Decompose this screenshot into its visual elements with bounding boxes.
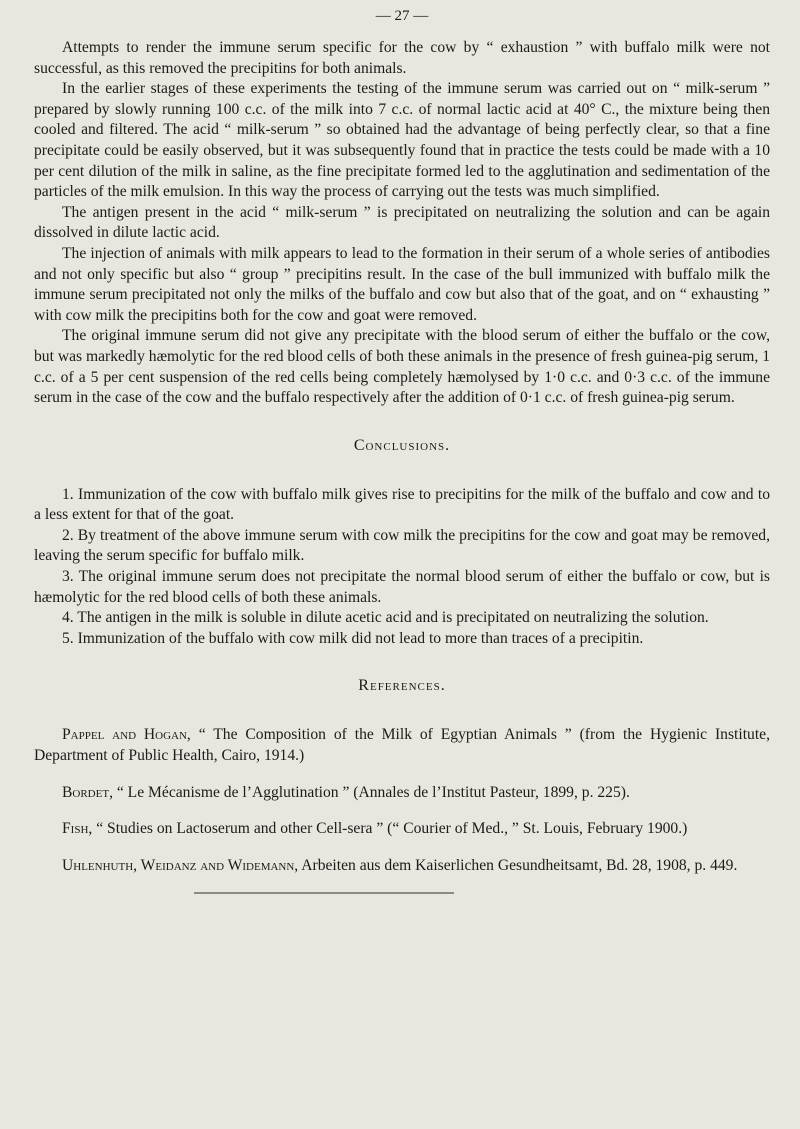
references-list [34, 725, 770, 876]
conclusion-item: 1. Immunization of the cow with buffalo milk gives rise to precipitins for the milk of the buffalo and cow and to a less extent for that of the goat. [34, 485, 770, 524]
paragraph: The original immune serum did not give any precipitate with the blood serum of either the buffalo or the cow, but was markedly hæmolytic for the red blood cells of both these animals in the presence of fresh guinea-pig serum, 1 c.c. of a 5 per cent suspension of the red cells being completely hæmolysed by 1·0 c.c. and 0·3 c.c. of the immune serum in the case of the cow and the buffalo respectively after the addition of 0·1 c.c. of fresh guinea-pig serum. [34, 327, 770, 407]
conclusions-heading: Conclusions. [353, 436, 451, 454]
paragraph: Attempts to render the immune serum specific for the cow by “ exhaustion ” with buffalo milk were not successful, as this removed the precipitins for both animals. [34, 39, 770, 77]
paragraph: The injection of animals with milk appears to lead to the formation in their serum of a whole series of antibodies and not only specific but also “ group ” precipitins result. In the case of the bull immunized with buffalo milk the immune serum precipitated not only the milks of the buffalo and cow but also that of the goat, and on “ exhausting ” with cow milk the precipitins both for the cow and goat were removed. [34, 244, 770, 324]
reference-item [34, 783, 770, 804]
reference-item [34, 819, 770, 840]
references-heading: References. [358, 677, 446, 695]
reference-text: Arbeiten aus dem Kaiserlichen Gesundheitsamt, Bd. 28, 1908, p. 449. [298, 856, 738, 874]
reference-author: Pappel and Hogan, [62, 726, 191, 744]
reference-author: Fish, [62, 820, 93, 838]
paragraph: In the earlier stages of these experiments the testing of the immune serum was carried out on “ milk-serum ” prepared by slowly running 100 c.c. of the milk into 7 c.c. of normal lactic acid at 40° C., the mixture being then cooled and filtered. The acid “ milk-serum ” so obtained had the advantage of being perfectly clear, so that a fine precipitate could be easily observed, but it was subsequently found that in practice the tests could be made with a 10 per cent dilution of the milk in saline, as the fine precipitate formed led to the agglutination and sedimentation of the particles of the milk emulsion. In this way the process of carrying out the tests was much simplified. [34, 80, 770, 201]
conclusion-item: 3. The original immune serum does not precipitate the normal blood serum of either the buffalo or cow, but is hæmolytic for the red blood cells of both these animals. [34, 568, 770, 606]
reference-text: “ The Composition of the Milk of Egyptian Animals ” (from the Hygienic Institute, Department of Public Health, Cairo, 1914.) [34, 726, 770, 765]
end-rule [194, 892, 454, 894]
conclusion-item: 5. Immunization of the buffalo with cow milk did not lead to more than traces of a precipitin. [62, 629, 644, 647]
reference-author: Bordet, [62, 783, 113, 801]
body-text [34, 38, 770, 409]
conclusion-item: 2. By treatment of the above immune serum with cow milk the precipitins for the cow and goat may be removed, leaving the serum specific for buffalo milk. [34, 526, 770, 565]
conclusion-item: 4. The antigen in the milk is soluble in dilute acetic acid and is precipitated on neutralizing the solution. [62, 609, 709, 627]
conclusions-list [34, 485, 770, 650]
page-number: — 27 — [375, 8, 429, 24]
paragraph: The antigen present in the acid “ milk-serum ” is precipitated on neutralizing the solution and can be again dissolved in dilute lactic acid. [34, 203, 770, 242]
reference-text: “ Studies on Lactoserum and other Cell-sera ” (“ Courier of Med., ” St. Louis, February 1900.) [92, 820, 688, 838]
reference-text: “ Le Mécanisme de l’Agglutination ” (Annales de l’Institut Pasteur, 1899, p. 225). [112, 783, 630, 801]
reference-item [34, 856, 770, 877]
reference-author: Uhlenhuth, Weidanz and Widemann, [62, 856, 299, 874]
reference-item [34, 725, 770, 766]
